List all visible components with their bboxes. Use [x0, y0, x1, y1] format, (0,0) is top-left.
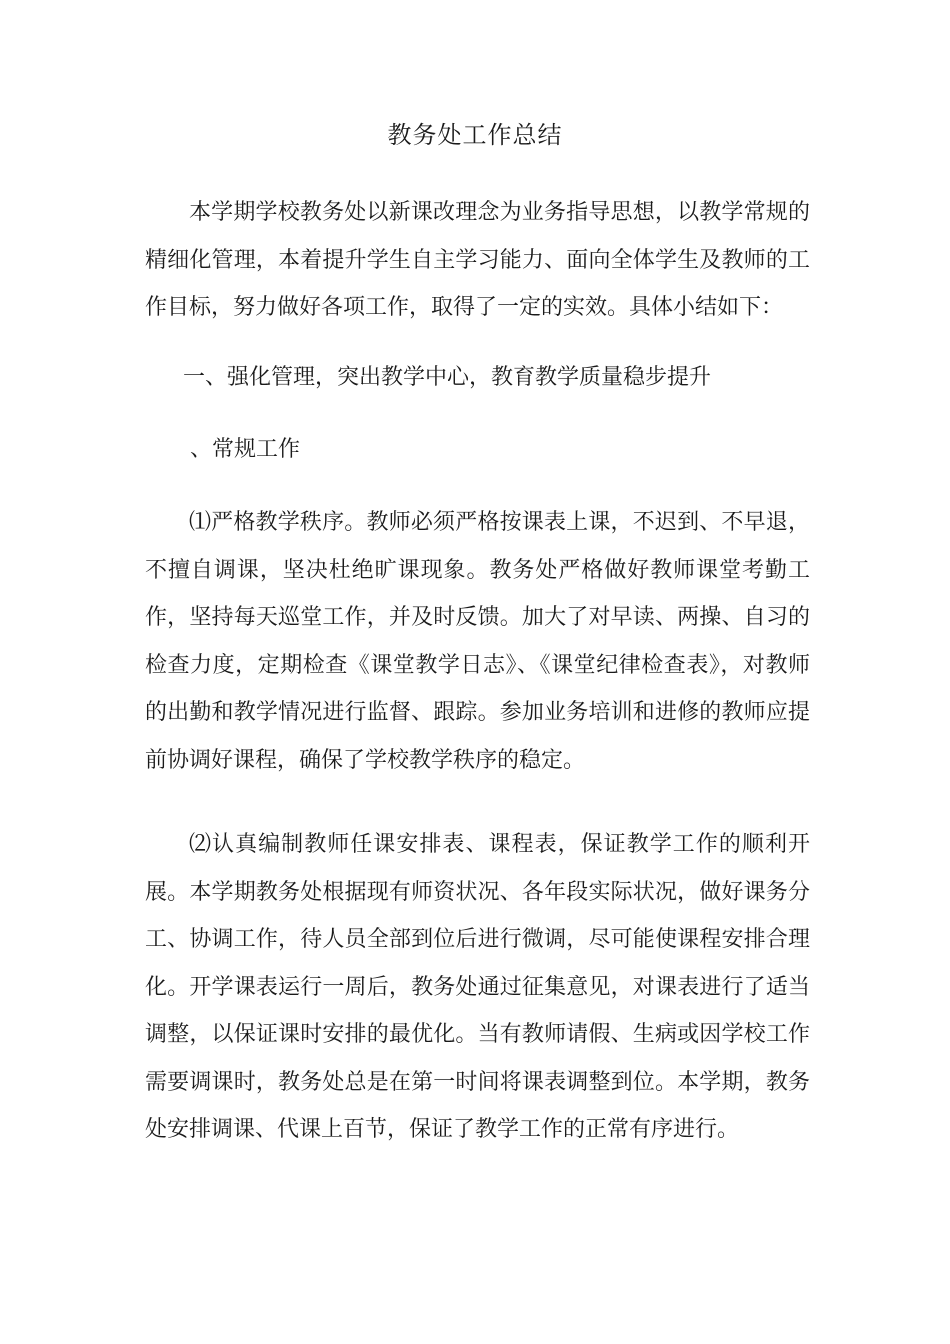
document-title: 教务处工作总结 — [387, 121, 563, 149]
subsection-heading: 、常规工作 — [190, 437, 301, 462]
intro-paragraph: 本学期学校教务处以新课改理念为业务指导思想，以教学常规的精细化管理，本着提升学生自主学习能力、面向全体学生及教师的工作目标，努力做好各项工作，取得了一定的实效。具体小结如下： — [145, 200, 810, 320]
section-heading: 一、强化管理，突出教学中心，教育教学质量稳步提升 — [183, 365, 712, 390]
item-paragraph-2: ⑵认真编制教师任课安排表、课程表，保证教学工作的顺利开展。本学期教务处根据现有师资状况、各年段实际状况，做好课务分工、协调工作，待人员全部到位后进行微调，尽可能使课程安排合理化。开学课表运行一周后，教务处通过征集意见，对课表进行了适当调整，以保证课时安排的最优化。当有教师请假、生病或因学校工作需要调课时，教务处总是在第一时间将课表调整到位。本学期，教务处安排调课、代课上百节，保证了教学工作的正常有序进行。 — [145, 832, 810, 1142]
item-paragraph-1: ⑴严格教学秩序。教师必须严格按课表上课，不迟到、不早退，不擅自调课，坚决杜绝旷课现象。教务处严格做好教师课堂考勤工作，坚持每天巡堂工作，并及时反馈。加大了对早读、两操、自习的检查力度，定期检查《课堂教学日志》、《课堂纪律检查表》，对教师的出勤和教学情况进行监督、跟踪。参加业务培训和进修的教师应提前协调好课程，确保了学校教学秩序的稳定。 — [145, 510, 810, 773]
